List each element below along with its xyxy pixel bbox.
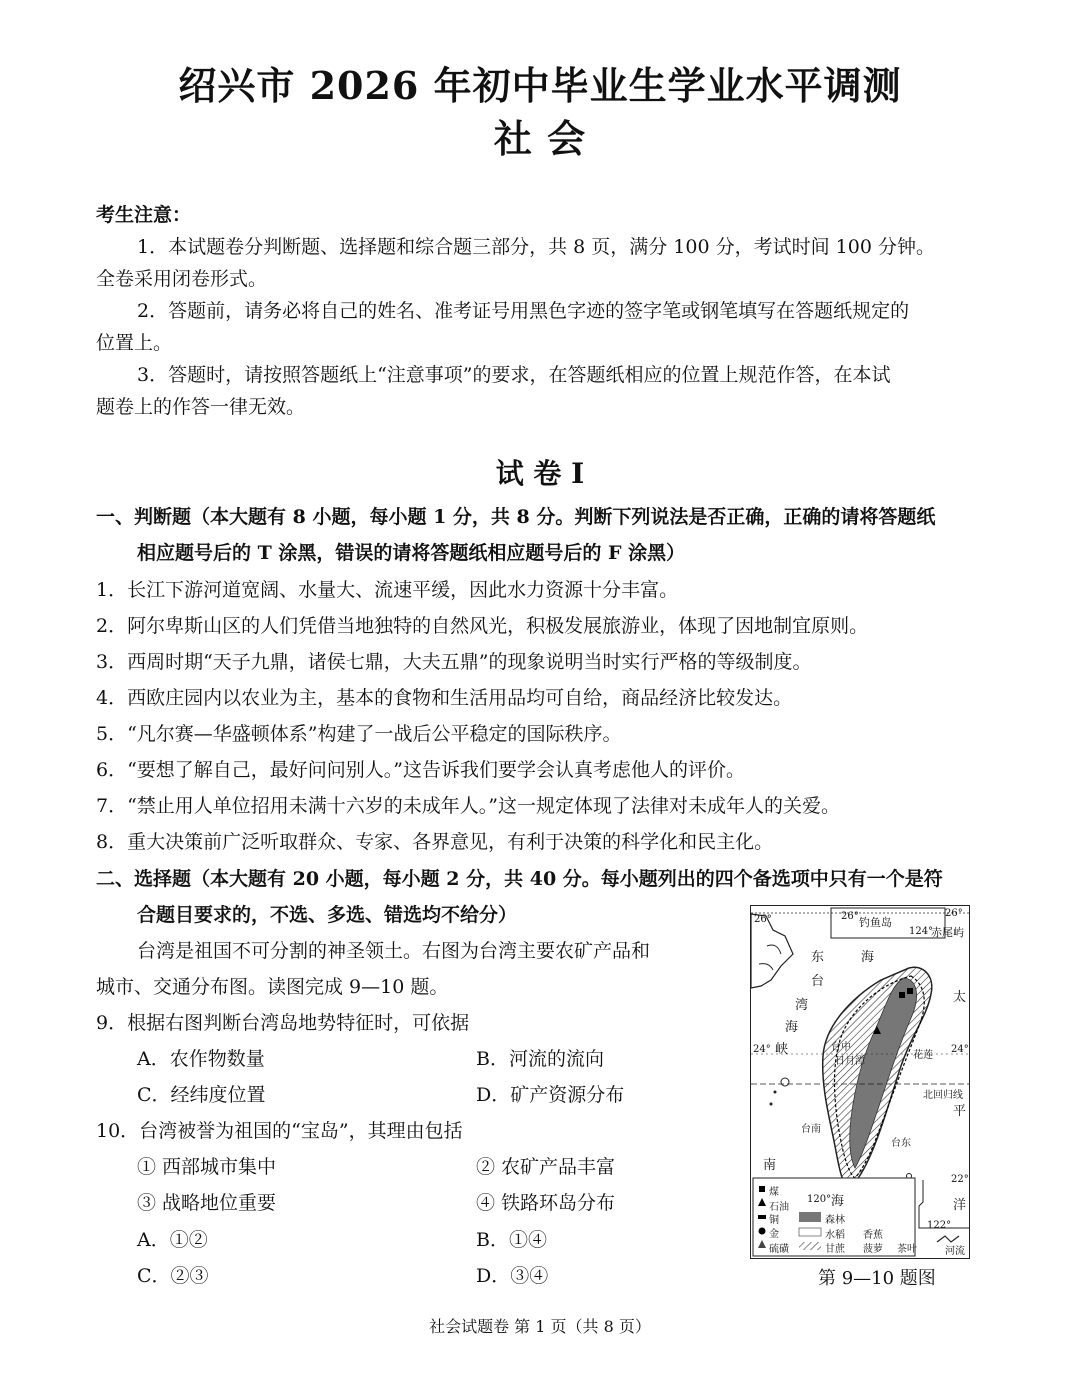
legend-label: 铜 — [769, 1215, 779, 1226]
lat-label: 26° — [754, 914, 772, 925]
legend-label: 石油 — [769, 1202, 789, 1213]
legend-gold-icon — [759, 1228, 766, 1235]
judge-question: 2．阿尔卑斯山区的人们凭借当地独特的自然风光，积极发展旅游业，体现了因地制宜原则。 — [96, 615, 869, 637]
lat-label: 26° — [945, 908, 963, 919]
legend-label: 茶叶 — [897, 1244, 917, 1255]
ocean-label: 太 — [953, 990, 967, 1005]
coal-marker — [907, 988, 913, 994]
q10-item-1: ① 西部城市集中 — [137, 1156, 277, 1178]
page-footer: 社会试题卷 第 1 页（共 8 页） — [429, 1317, 651, 1336]
q10-option-b: B．①④ — [476, 1229, 547, 1251]
chiwei-label: 赤尾屿 — [931, 926, 964, 939]
map-caption: 第 9—10 题图 — [818, 1268, 936, 1289]
legend-label: 水稻 — [825, 1230, 845, 1241]
notice-line: 1．本试题卷分判断题、选择题和综合题三部分，共 8 页，满分 100 分，考试时间 100 分钟。 — [137, 236, 935, 258]
judge-question: 6．“要想了解自己，最好问问别人。”这告诉我们要学会认真考虑他人的评价。 — [96, 759, 746, 781]
paper-title: 试 卷 I — [495, 457, 585, 490]
q9-option-a: A．农作物数量 — [137, 1048, 265, 1070]
section2-intro: 城市、交通分布图。读图完成 9—10 题。 — [96, 976, 449, 998]
city-label-taidong: 台东 — [891, 1138, 911, 1149]
section1-heading-cont: 相应题号后的 T 涂黑，错误的请将答题纸相应题号后的 F 涂黑） — [137, 542, 686, 564]
q10-item-4: ④ 铁路环岛分布 — [476, 1192, 616, 1214]
penghu-island — [781, 1078, 789, 1086]
legend-label: 菠萝 — [863, 1244, 883, 1255]
q9-stem: 9．根据右图判断台湾岛地势特征时，可依据 — [96, 1012, 470, 1034]
taiwan-map — [750, 905, 970, 1259]
section2-heading: 二、选择题（本大题有 20 小题，每小题 2 分，共 40 分。每小题列出的四个备选项中只有一个是符 — [96, 868, 943, 890]
legend-label: 森林 — [825, 1215, 845, 1226]
subject-title: 社 会 — [493, 116, 587, 161]
notice-line: 3．答题时，请按照答题纸上“注意事项”的要求，在答题纸相应的位置上规范作答，在本试 — [137, 364, 891, 386]
lat-label: 24° — [951, 1044, 969, 1055]
strait-label: 海 — [785, 1020, 799, 1035]
strait-label: 湾 — [795, 998, 809, 1013]
legend-label: 煤 — [769, 1187, 779, 1198]
strait-label: 台 — [811, 974, 825, 989]
q10-item-3: ③ 战略地位重要 — [137, 1192, 277, 1214]
tropic-label: 北回归线 — [923, 1090, 963, 1101]
legend-forest-swatch — [799, 1212, 821, 1222]
lon-label: 122° — [927, 1220, 952, 1231]
islet — [774, 1091, 777, 1094]
mainland-coast — [751, 914, 793, 988]
sea-label: 海 — [831, 1194, 845, 1209]
lat-label: 24° — [753, 1044, 771, 1055]
ocean-label: 洋 — [953, 1198, 967, 1213]
diaoyu-label: 钓鱼岛 — [859, 916, 892, 929]
legend-label: 硫磺 — [769, 1244, 789, 1255]
city-label-tainan: 台南 — [801, 1124, 821, 1135]
ocean-label: 平 — [953, 1104, 967, 1119]
city-label-taizhong: 台中 — [831, 1042, 851, 1053]
judge-question: 5．“凡尔赛—华盛顿体系”构建了一战后公平稳定的国际秩序。 — [96, 723, 622, 745]
sea-label: 南 — [763, 1158, 777, 1173]
q9-option-d: D．矿产资源分布 — [476, 1084, 625, 1106]
legend-copper-icon — [758, 1215, 766, 1219]
judge-question: 3．西周时期“天子九鼎，诸侯七鼎，大夫五鼎”的现象说明当时实行严格的等级制度。 — [96, 651, 812, 673]
legend-label: 甘蔗 — [825, 1244, 845, 1255]
lon-label: 124° — [909, 926, 934, 937]
strait-label: 峡 — [775, 1042, 789, 1057]
judge-question: 1．长江下游河道宽阔、水量大、流速平缓，因此水力资源十分丰富。 — [96, 579, 679, 601]
lon-label: 120° — [807, 1194, 832, 1205]
city-label-hualian: 花莲 — [913, 1050, 933, 1061]
q10-item-2: ② 农矿产品丰富 — [476, 1156, 616, 1178]
coal-marker — [899, 992, 905, 998]
q10-stem: 10．台湾被誉为祖国的“宝岛”，其理由包括 — [96, 1120, 463, 1142]
legend-sugarcane-swatch — [799, 1242, 821, 1250]
notice-heading: 考生注意： — [96, 204, 192, 226]
q10-option-a: A．①② — [137, 1229, 208, 1251]
sea-label: 东 — [811, 950, 825, 965]
section2-heading-cont: 合题目要求的，不选、多选、错选均不给分） — [137, 904, 518, 926]
section2-intro: 台湾是祖国不可分割的神圣领土。右图为台湾主要农矿产品和 — [137, 940, 651, 962]
place-label-rimoon: 日月潭 — [835, 1056, 865, 1067]
notice-line: 2．答题前，请务必将自己的姓名、准考证号用黑色字迹的签字笔或钢笔填写在答题纸规定的 — [137, 300, 910, 322]
judge-question: 8．重大决策前广泛听取群众、专家、各界意见，有利于决策的科学化和民主化。 — [96, 831, 774, 853]
legend-coal-icon — [759, 1186, 765, 1192]
legend-label: 河流 — [945, 1246, 965, 1257]
judge-question: 7．“禁止用人单位招用未满十六岁的未成年人。”这一规定体现了法律对未成年人的关爱。 — [96, 795, 841, 817]
judge-question: 4．西欧庄园内以农业为主，基本的食物和生活用品均可自给，商品经济比较发达。 — [96, 687, 793, 709]
notice-line: 题卷上的作答一律无效。 — [96, 396, 306, 418]
q9-option-b: B．河流的流向 — [476, 1048, 604, 1070]
notice-line: 全卷采用闭卷形式。 — [96, 268, 268, 290]
legend-rice-swatch — [799, 1228, 821, 1236]
lat-label: 26° — [841, 911, 859, 922]
exam-title: 绍兴市 2026 年初中毕业生学业水平调测 — [178, 63, 902, 108]
section1-heading: 一、判断题（本大题有 8 小题，每小题 1 分，共 8 分。判断下列说法是否正确，正确的请将答题纸 — [96, 506, 936, 528]
legend-label: 金 — [769, 1229, 779, 1240]
legend-label: 香蕉 — [863, 1230, 883, 1241]
q9-option-c: C．经纬度位置 — [137, 1084, 266, 1106]
lat-label: 22° — [951, 1174, 969, 1185]
islet — [770, 1103, 773, 1106]
q10-option-d: D．③④ — [476, 1265, 549, 1287]
q10-option-c: C．②③ — [137, 1265, 209, 1287]
sea-label: 海 — [861, 950, 875, 965]
notice-line: 位置上。 — [96, 332, 173, 354]
